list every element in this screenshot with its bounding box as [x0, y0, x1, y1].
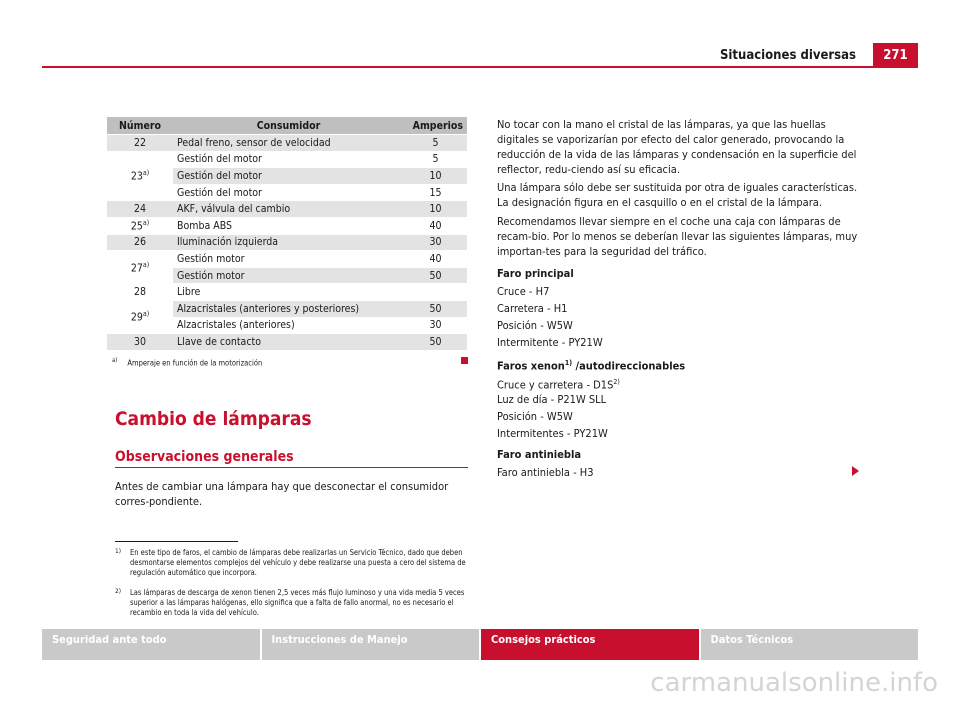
- cell-consumidor: Alzacristales (anteriores): [173, 317, 404, 334]
- cell-numero-value: 23: [130, 170, 143, 183]
- cell-numero: 22: [107, 135, 173, 152]
- paragraph-recambio: Recomendamos llevar siempre en el coche una caja con lámparas de recam-bio. Por lo menos se deberían llevar las siguientes lámparas, muy importan-tes para la seguridad del tráfico.: [497, 215, 858, 258]
- continue-arrow-icon: [852, 466, 859, 476]
- heading-xenon-text: Faros xenon: [497, 359, 565, 373]
- tab-consejos-practicos[interactable]: Consejos prácticos: [481, 629, 699, 660]
- footnote-ref: a): [142, 310, 150, 319]
- heading-faros-xenon: [497, 356, 859, 374]
- table-header-row: [107, 117, 467, 135]
- table-row: [107, 135, 467, 152]
- cell-consumidor: Iluminación izquierda: [173, 234, 404, 251]
- footnote-ref: a): [142, 219, 150, 228]
- tab-instrucciones-de-manejo[interactable]: Instrucciones de Manejo: [262, 629, 480, 660]
- footnote-text: En este tipo de faros, el cambio de lámparas debe realizarlas un Servicio Técnico, dado que deben desmontarse elementos complejos del vehículo y debe realizarse una puesta a cero del sistema de regulación automático que incorpora.: [130, 548, 466, 577]
- footnote-separator: [115, 541, 238, 542]
- lamp-item: Luz de día - P21W SLL: [497, 393, 607, 406]
- footnote-ref: a): [142, 260, 150, 269]
- paragraph-sustitucion: Una lámpara sólo debe ser sustituida por otra de iguales características. La designación figura en el casquillo o en el cristal de la lámpara.: [497, 181, 858, 209]
- table-row: [107, 151, 467, 168]
- cell-consumidor: Pedal freno, sensor de velocidad: [173, 135, 404, 152]
- cell-amperios: 10: [404, 168, 467, 185]
- cell-numero: [107, 217, 173, 234]
- cell-consumidor: Gestión del motor: [173, 168, 404, 185]
- fuse-table: [107, 117, 467, 350]
- lamp-item-text: Cruce y carretera - D1S: [497, 378, 614, 392]
- footnote-ref: 1): [564, 359, 573, 367]
- heading-faro-principal: Faro principal: [497, 267, 574, 280]
- cell-numero: 26: [107, 234, 173, 251]
- subsection-title: Observaciones generales: [115, 449, 294, 465]
- watermark: carmanualsonline.info: [650, 668, 938, 698]
- cell-numero: [107, 151, 173, 201]
- cell-amperios: 50: [404, 300, 467, 317]
- table-note-text: Amperaje en función de la motorización: [127, 358, 263, 368]
- column-header-numero: Número: [107, 117, 173, 135]
- cell-amperios: 5: [404, 135, 467, 152]
- cell-consumidor: AKF, válvula del cambio: [173, 201, 404, 218]
- table-row: [107, 217, 467, 234]
- lamp-item: Intermitente - PY21W: [497, 336, 603, 349]
- lamp-item: Carretera - H1: [497, 302, 568, 315]
- cell-amperios: 5: [404, 151, 467, 168]
- footnote-text: Las lámparas de descarga de xenon tienen 2,5 veces más flujo luminoso y una vida media 5 veces superior a las lámparas halógenas, ello significa que a falta de fallo anormal, no es necesario el recambio en toda la vida del vehículo.: [130, 588, 465, 617]
- cell-numero-value: 29: [130, 311, 143, 324]
- cell-amperios: 30: [404, 234, 467, 251]
- page-number: 271: [873, 43, 918, 68]
- footnote-2: [115, 588, 471, 618]
- table-note-marker: a): [112, 357, 118, 364]
- cell-numero: [107, 300, 173, 333]
- lamp-item: [497, 375, 859, 393]
- lamp-item: Posición - W5W: [497, 410, 573, 423]
- cell-numero-value: 25: [130, 220, 143, 233]
- cell-numero: [107, 251, 173, 284]
- footnote-ref: 2): [613, 378, 620, 386]
- heading-faro-antiniebla: Faro antiniebla: [497, 448, 582, 461]
- cell-amperios: 50: [404, 334, 467, 350]
- table-row: [107, 251, 467, 268]
- cell-consumidor: Libre: [173, 284, 404, 301]
- cell-consumidor: Gestión del motor: [173, 184, 404, 201]
- chapter-navigation: [42, 629, 918, 660]
- cell-amperios: 50: [404, 267, 467, 284]
- table-row: [107, 284, 467, 301]
- intro-paragraph: Antes de cambiar una lámpara hay que desconectar el consumidor corres-pondiente.: [115, 480, 449, 508]
- cell-consumidor: Alzacristales (anteriores y posteriores): [173, 300, 404, 317]
- cell-amperios: 40: [404, 217, 467, 234]
- lamp-item: Posición - W5W: [497, 319, 573, 332]
- table-row: [107, 334, 467, 350]
- cell-consumidor: Gestión motor: [173, 251, 404, 268]
- end-of-section-marker: [461, 357, 468, 364]
- paragraph-no-tocar: No tocar con la mano el cristal de las lámparas, ya que las huellas digitales se vaporizarían por efecto del calor generado, provocando la reducción de la vida de las lámparas y condensación en la superficie del reflector, redu-ciendo así su eficacia.: [497, 118, 857, 176]
- heading-xenon-text-b: /autodireccionables: [572, 359, 686, 373]
- tab-seguridad-ante-todo[interactable]: Seguridad ante todo: [42, 629, 260, 660]
- cell-amperios: 15: [404, 184, 467, 201]
- footnote-marker: 1): [115, 547, 122, 555]
- cell-numero-value: 27: [130, 262, 143, 274]
- table-row: [107, 300, 467, 317]
- column-header-amperios: Amperios: [404, 117, 467, 135]
- table-row: [107, 201, 467, 218]
- cell-consumidor: Bomba ABS: [173, 217, 404, 234]
- footnote-1: [115, 548, 471, 578]
- cell-consumidor: Gestión motor: [173, 267, 404, 284]
- tab-datos-tecnicos[interactable]: Datos Técnicos: [701, 629, 919, 660]
- section-title: Cambio de lámparas: [115, 408, 312, 430]
- header-rule: [42, 66, 918, 68]
- cell-consumidor: Gestión del motor: [173, 151, 404, 168]
- cell-amperios: 40: [404, 251, 467, 268]
- cell-numero: 24: [107, 201, 173, 218]
- lamp-item: Faro antiniebla - H3: [497, 466, 594, 479]
- column-header-consumidor: Consumidor: [173, 117, 404, 135]
- cell-amperios: 30: [404, 317, 467, 334]
- table-note: [112, 357, 262, 368]
- table-row: [107, 234, 467, 251]
- footnote-marker: 2): [115, 587, 122, 595]
- lamp-item: Intermitentes - PY21W: [497, 427, 608, 440]
- footnote-ref: a): [142, 169, 150, 178]
- subsection-rule: [115, 467, 468, 468]
- running-section-title: Situaciones diversas: [719, 48, 856, 63]
- cell-numero: 30: [107, 334, 173, 350]
- lamp-item: Cruce - H7: [497, 285, 550, 298]
- cell-numero: 28: [107, 284, 173, 301]
- cell-amperios: 10: [404, 201, 467, 218]
- cell-amperios: [404, 284, 467, 301]
- cell-consumidor: Llave de contacto: [173, 334, 404, 350]
